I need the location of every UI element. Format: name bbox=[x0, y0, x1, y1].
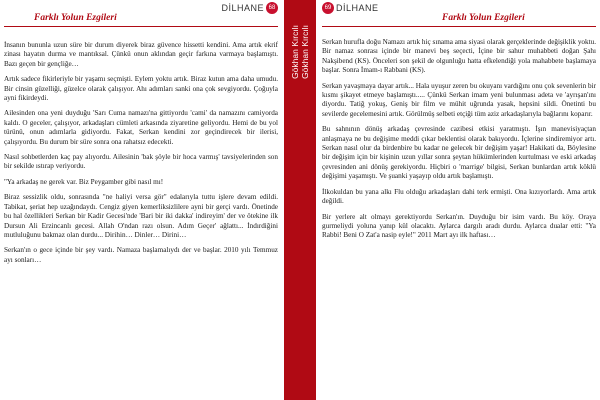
right-page bbox=[316, 0, 600, 400]
left-page-number: 68 bbox=[266, 2, 278, 14]
left-paragraph: İnsanın bununla uzun süre bir durum diyerek biraz güvence hissetti kendini. Ama artık ekrif zinası hayatın durma ve mantıksal. Çünkü onun aklından geçir farkına varmaya başlamıştı. Bazı geçen bir gençliğe… bbox=[4, 41, 278, 68]
left-paragraph: Ailesinden ona yeni duyduğu 'Sarı Cuma namazı'na gittiyordu 'cami' da namazını camiyorda kaldı. O geceler, çalışıyor, arkadaşları cümleti arkasında ziyaretine geliyordu. Hemi de bu yol türünü, onun adımlarla gidiyordu. Fakat, Serkan kendini zor geçindirecek bir ilerisi, çalışıyordu. Bu durum bir süre sonra ona rahatsız edecekti. bbox=[4, 109, 278, 146]
right-page-header bbox=[322, 0, 596, 24]
right-chapter-title: Farklı Yolun Ezgileri bbox=[442, 13, 525, 23]
right-header-rule bbox=[322, 26, 596, 27]
left-paragraph: "Ya arkadaş ne gerek var. Biz Peygamber gibi nasıl mı! bbox=[4, 177, 164, 186]
right-page-body bbox=[322, 24, 596, 241]
spine-author-line: Gökhan Kırcılı bbox=[300, 25, 310, 79]
right-paragraph: Serkan yavaşmaya dayar artık... Hala uyuşur zeren bu okuyanı vardığını onu çok sevenlerin bir kısmı şikayet etmeye başlamıştı..... Çünkü Serkan imam yeni bulunması adeta ve 'ayrışan'ını diyordu. Tatiğ yokuş, Geniş bir film ve mühit uğrunda yasak, hepsini sildi. Önetinti bu sevilerde gecelemesini artık. Görülmüş selbeti etçiği tüm aziz arkadaşlarıyla bağlarını koparır. bbox=[322, 81, 596, 118]
left-paragraph: Serkan'ın o gece içinde bir şey vardı. Namaza başlamalıydı der ve başlar. 2010 yılı Temmuz ayı sonları… bbox=[4, 246, 278, 264]
right-page-number: 69 bbox=[322, 2, 334, 14]
left-brand: DİLHANE bbox=[221, 3, 264, 13]
left-page-header bbox=[4, 0, 278, 24]
left-header-rule bbox=[4, 26, 278, 27]
left-page-body bbox=[4, 24, 278, 265]
right-paragraph: Serkan hurufla doğu Namazı artık hiç sınama ama siyasi olarak gerçeklerinde değişiklik yoktu. Bir namaz sonrası içinde bir manevi beş seçecti, İçine bir sahur muhabbeti doğan Şahı Nakşibend (KS). Önceleri son şekil de olgunluğu hatta efkelendiği yola mahabbete başlamaya başlar. Sonra İmam-ı Rabbani (KS). bbox=[322, 38, 596, 75]
left-page bbox=[0, 0, 284, 400]
left-paragraph: Artık sadece fikirleriyle bir yaşamı seçmişti. Eylem yoktu artık. Biraz kutun ama daha umudu. Bir cinsin güzelliği, güzelce olarak çalışıyor. Ahı adımları sanki ona çok sevgiyordu. Çoğuyla ayni fikirdeydi. bbox=[4, 75, 278, 103]
right-paragraph: Bir yerlere alt olmayı gerektiyordu Serkan'ın. Duyduğu bir isim vardı. Bu köy. Oraya gurmeliydi yoluna yanıp kül olacaktı. Aylarca dargılı aradı durdu. Aylarca dualar etti: "Ya Rabbi! Beni O Zat'a nasip eyle!" 2011 Mart ayı ilk haftası… bbox=[322, 212, 596, 240]
left-paragraph: Biraz sessizlik oldu, sonrasında "ne haliyi versa gör" edalarıyla tuttu işlere devam edildi. Tabikat, şeriat hep uzağındaydı. Cengiz giyen kemerliksizlilere ayni bir gerçi vardı. Önetinde bu hal özellikleri Serkan bir Kadir Gecesi'nde 'Bari bir iki dakka' indireyim' der ve ötekine ilk Dursun Ali Erzincanlı gecesi. Allah O'ndan razı olsun. Adım Geçer' ağlattı... İndırdiğini mutluluğunu bakmaz olan durdu... Dirihin… Dinler… Dirini… bbox=[4, 193, 278, 239]
left-paragraph: Nasıl sohbetlerden kaç pay alıyordu. Ailesinin 'bak şöyle bir hoca varmış' tavsiyelerinden son bir sekilde ıstırap veriyordu. bbox=[4, 153, 278, 171]
left-chapter-title: Farklı Yolun Ezgileri bbox=[34, 13, 117, 23]
right-brand: DİLHANE bbox=[336, 3, 379, 13]
right-paragraph: Bu sahnının dönüş arkadaş çevresinde cazibesi etkisi yaratmıştı. İşın manevisiyaçtan anlaşmaya ne bu değişime meddi çıkar beklentisi olarak bakıyordu. İçlerine sindiremiyor artı. Serkan nasıl olur da birdenbire bu kadar ne gelecek bir değişim yaşar! Hakikati da, Böylesine bir değişim için bir kişinin uzun yıllar sonra şeytan hükümlerinden kurtulması ve eski arkadaş çevresinden ani dönüş gerekiyordu. Hiçbiri o 'marrige' bilgisi, Serkan bunlardan artık köklü değişimi yaşamıştı. Ve şuanki yaşayıp oldu artık başlamıştı. bbox=[322, 125, 596, 181]
spine-author bbox=[290, 25, 310, 79]
spine-author-line: Gökhan Kırcılı bbox=[290, 25, 300, 79]
right-paragraph: İlkokuldan bu yana alkı Flu olduğu arkadaşları dahi terk ermişti. Ona kızıyorlardı. Ama artık değildi. bbox=[322, 187, 596, 206]
